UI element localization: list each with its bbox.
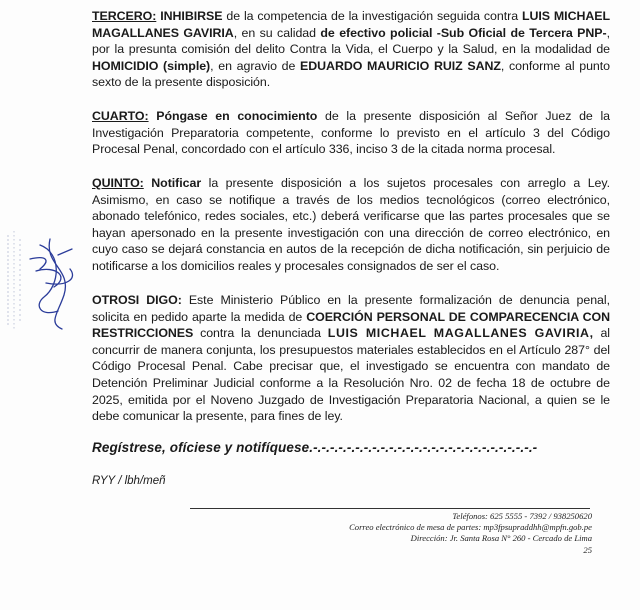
tercero-victim: EDUARDO MAURICIO RUIZ SANZ [300, 58, 501, 73]
footer-contact [349, 511, 592, 556]
paragraph-tercero [92, 8, 610, 91]
closing-formula: Regístrese, ofíciese y notifíquese.-.-.-.-.-.-.-.-.-.-.-.-.-.-.-.-.-.-.-.-.-.-.-.-.-.-.- [92, 440, 538, 455]
tercero-role: de efectivo policial -Sub Oficial de Tercera PNP- [320, 25, 607, 40]
cuarto-text: de la presente disposición al Señor Juez de la Investigación Preparatoria competente, conforme lo previsto en el artículo 3 del Código Procesal Penal, concordado con el artículo 336, inciso 3 de la citada norma procesal. [92, 109, 610, 157]
footer-divider [190, 508, 590, 509]
quinto-label: QUINTO: [92, 176, 144, 190]
initials: RYY / lbh/meñ [92, 475, 166, 487]
cuarto-verb: Póngase en conocimiento [156, 109, 318, 123]
quinto-text: la presente disposición a los sujetos procesales con arreglo a Ley. Asimismo, en caso se notifique a través de los medios tecnológicos (correo electrónico, abonado telefónico, redes sociales, etc.) deberá verificarse que las partes procesales que se hayan apersonado en la presente investigación con una dirección de correo electrónico, en cuyo caso se dejará constancia en autos de la recepción de dicha notificación, sin perjuicio de notificarse a los domicilios reales y procesales consignados de ser el caso. [92, 176, 610, 273]
footer-email: Correo electrónico de mesa de partes: mp3fpsupraddhh@mpfn.gob.pe [349, 522, 592, 533]
otrosi-text-3: al concurrir de manera conjunta, los presupuestos materiales establecidos en el Artículo 287° del Código Procesal Penal. Cabe precisar que, el investigado se encuentra con mandato de Detención Preliminar Judicial conforme a la Resolución Nro. 02 de fecha 18 de octubre de 2025, emitida por el Noveno Juzgado de Investigación Preparatoria Nacional, a quien se le debe comunicar la presente, para fines de ley. [92, 326, 610, 424]
otrosi-text-1: Este Ministerio Público en la presente formalización de denuncia penal, solicita en pedido aparte la medida de [92, 293, 610, 324]
paragraph-quinto [92, 175, 610, 275]
tercero-text-2: , en su calidad [233, 25, 321, 40]
tercero-verb: INHIBIRSE [160, 9, 223, 23]
otrosi-label: OTROSI DIGO: [92, 293, 182, 307]
tercero-text-3: , por la presunta comisión del delito Contra la Vida, el Cuerpo y la Salud, en la modalidad de [92, 25, 610, 57]
paragraph-cuarto [92, 108, 610, 158]
tercero-crime: HOMICIDIO (simple) [92, 58, 211, 73]
footer-address: Dirección: Jr. Santa Rosa N° 260 - Cercado de Lima [410, 533, 592, 544]
otrosi-name: LUIS MICHAEL MAGALLANES GAVIRIA, [327, 326, 594, 341]
signature-stamp-image [0, 225, 95, 340]
footer-page-number: 25 [583, 544, 592, 555]
tercero-text-5: , conforme al punto sexto de la presente disposición. [92, 58, 610, 90]
footer-phones: Teléfonos: 625 5555 - 7392 / 938250620 [452, 511, 592, 521]
tercero-text-4: , en agravio de [210, 58, 301, 73]
otrosi-measure: COERCIÓN PERSONAL DE COMPARECENCIA CON RESTRICCIONES [92, 309, 610, 341]
cuarto-label: CUARTO: [92, 109, 149, 123]
tercero-name: LUIS MICHAEL MAGALLANES GAVIRIA [92, 9, 610, 40]
paragraph-otrosi [92, 292, 610, 425]
otrosi-text-2: contra la denunciada [193, 326, 328, 341]
quinto-verb: Notificar [151, 176, 202, 190]
tercero-label: TERCERO: [92, 9, 157, 23]
tercero-text-1: de la competencia de la investigación seguida contra [222, 9, 522, 23]
